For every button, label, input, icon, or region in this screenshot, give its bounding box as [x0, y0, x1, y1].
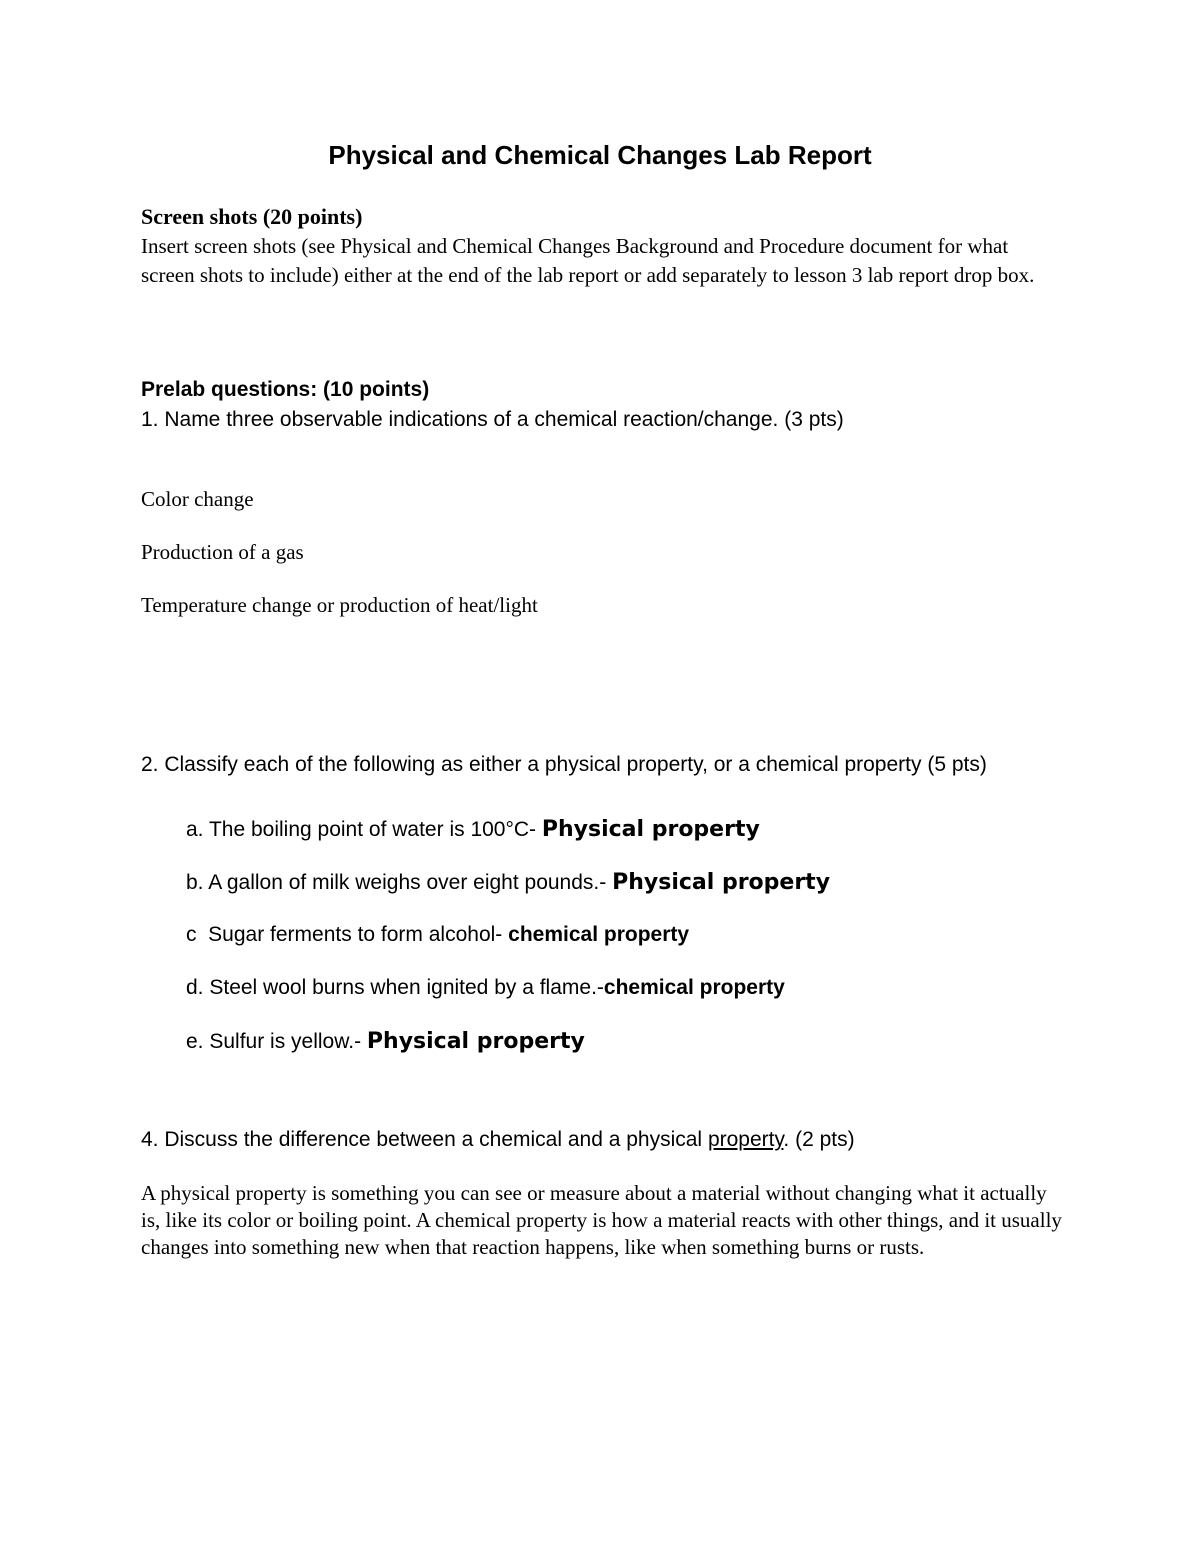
question-2: 2. Classify each of the following as either a physical property, or a chemical property (5 pts)	[141, 753, 987, 776]
list-item	[186, 817, 760, 842]
item-b-text: b. A gallon of milk weighs over eight pounds.-	[186, 871, 613, 894]
list-item	[186, 1029, 585, 1054]
question-4-underlined-word: property	[707, 1128, 784, 1151]
question-1: 1. Name three observable indications of a chemical reaction/change. (3 pts)	[141, 408, 844, 431]
answer-1-temperature: Temperature change or production of heat/light	[141, 593, 538, 617]
list-item	[186, 976, 785, 1000]
question-4-answer: A physical property is something you can see or measure about a material without changing what it actually is, like its color or boiling point. A chemical property is how a material reacts with other things, and it usually changes into something new when that reaction happens, like when something burns or rusts.	[141, 1181, 1062, 1259]
list-item	[186, 923, 689, 947]
item-a-answer: Physical property	[541, 817, 760, 842]
answer-1-gas: Production of a gas	[141, 540, 304, 564]
item-a-text: a. The boiling point of water is 100°C-	[186, 818, 542, 841]
prelab-heading: Prelab questions: (10 points)	[141, 378, 430, 401]
answer-1-color-change: Color change	[141, 487, 254, 511]
item-d-text: d. Steel wool burns when ignited by a flame.-	[186, 976, 604, 999]
screenshots-heading: Screen shots (20 points)	[141, 204, 363, 229]
item-e-text: e. Sulfur is yellow.-	[186, 1030, 367, 1053]
question-4	[141, 1128, 855, 1152]
item-d-answer: chemical property	[603, 976, 785, 999]
list-item	[186, 870, 830, 895]
question-4-text: 4. Discuss the difference between a chemical and a physical	[141, 1128, 708, 1151]
item-e-answer: Physical property	[366, 1029, 585, 1054]
item-c-text: c Sugar ferments to form alcohol-	[186, 923, 509, 946]
document-title: Physical and Chemical Changes Lab Report	[328, 140, 872, 170]
item-b-answer: Physical property	[612, 870, 831, 895]
question-4-points: . (2 pts)	[783, 1128, 855, 1151]
item-c-answer: chemical property	[508, 923, 690, 946]
screenshots-instructions: Insert screen shots (see Physical and Chemical Changes Background and Procedure document for what screen shots to include) either at the end of the lab report or add separately to lesson 3 lab report drop box.	[141, 234, 1035, 287]
